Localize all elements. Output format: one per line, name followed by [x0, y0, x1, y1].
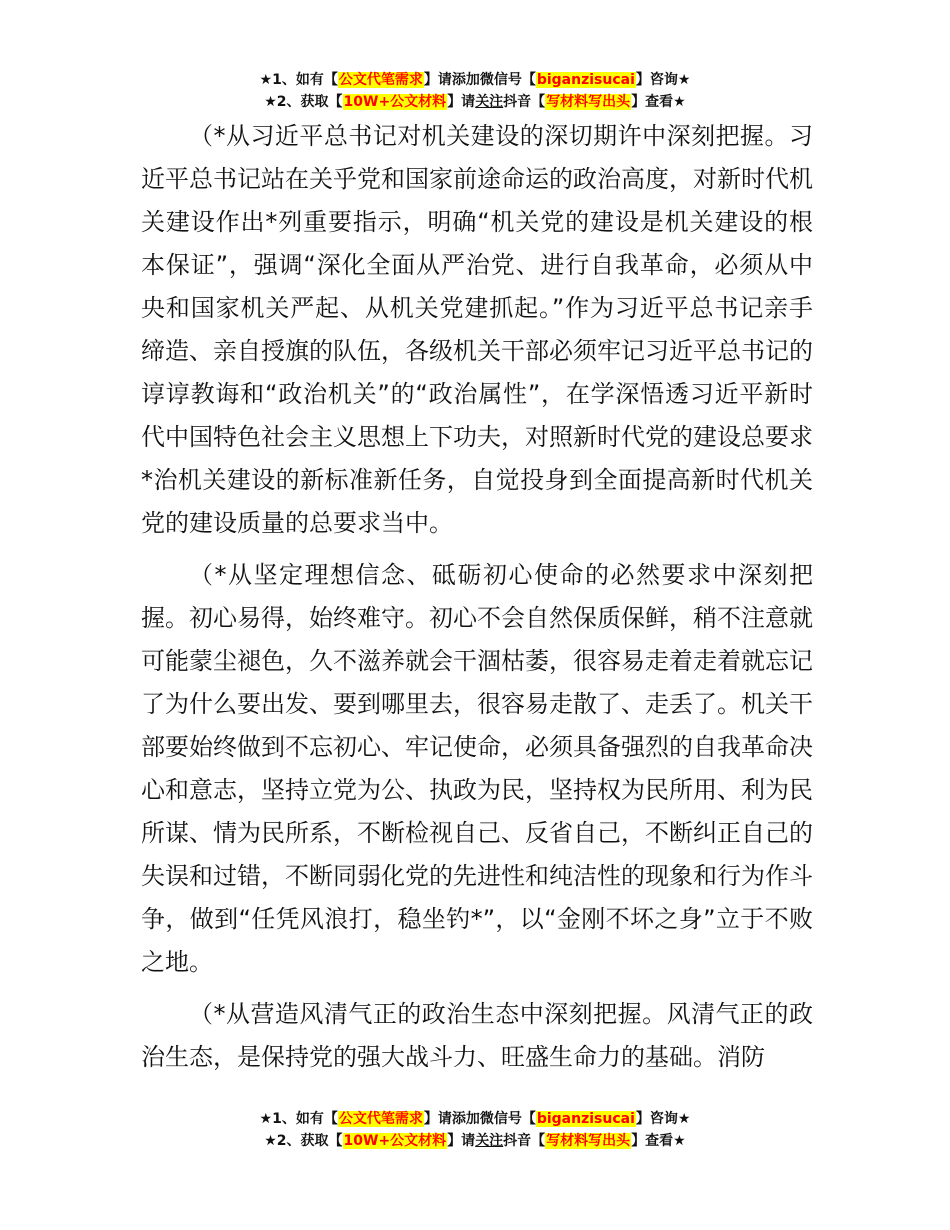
follow-underlined: 关注: [475, 94, 504, 110]
materials-highlight: 10W+公文材料: [343, 1133, 447, 1149]
materials-highlight: 10W+公文材料: [343, 94, 447, 110]
follow-underlined: 关注: [475, 1133, 504, 1149]
service-highlight: 公文代笔需求: [338, 1111, 423, 1127]
wechat-id-highlight: biganzisucai: [536, 1111, 635, 1127]
banner-line-2: ★2、获取【10W+公文材料】请关注抖音【写材料写出头】查看★: [264, 1133, 686, 1149]
account-highlight: 写材料写出头: [546, 94, 631, 110]
paragraph-3: （*从营造风清气正的政治生态中深刻把握。风清气正的政治生态，是保持党的强大战斗力、旺盛生命力的基础。消防: [141, 1000, 813, 1071]
document-body: [141, 115, 813, 1079]
banner-line-1: ★1、如有【公文代笔需求】请添加微信号【biganzisucai】咨询★: [259, 72, 691, 88]
account-highlight: 写材料写出头: [546, 1133, 631, 1149]
service-highlight: 公文代笔需求: [338, 72, 423, 88]
wechat-id-highlight: biganzisucai: [536, 72, 635, 88]
footer-banner: [0, 1108, 950, 1152]
paragraph-1: （*从习近平总书记对机关建设的深切期许中深刻把握。习近平总书记站在关乎党和国家前途命运的政治高度，对新时代机关建设作出*列重要指示，明确“机关党的建设是机关建设的根本保证”，强调“深化全面从严治党、进行自我革命，必须从中央和国家机关严起、从机关党建抓起。”作为习近平总书记亲手缔造、亲自授旗的队伍，各级机关干部必须牢记习近平总书记的谆谆教诲和“政治机关”的“政治属性”，在学深悟透习近平新时代中国特色社会主义思想上下功夫，对照新时代党的建设总要求*治机关建设的新标准新任务，自觉投身到全面提高新时代机关党的建设质量的总要求当中。: [141, 122, 813, 537]
banner-line-1: ★1、如有【公文代笔需求】请添加微信号【biganzisucai】咨询★: [259, 1111, 691, 1127]
banner-line-2: ★2、获取【10W+公文材料】请关注抖音【写材料写出头】查看★: [264, 94, 686, 110]
header-banner: [0, 69, 950, 113]
paragraph-2: （*从坚定理想信念、砥砺初心使命的必然要求中深刻把握。初心易得，始终难守。初心不会自然保质保鲜，稍不注意就可能蒙尘褪色，久不滋养就会干涸枯萎，很容易走着走着就忘记了为什么要出发、要到哪里去，很容易走散了、走丢了。机关干部要始终做到不忘初心、牢记使命，必须具备强烈的自我革命决心和意志，坚持立党为公、执政为民，坚持权为民所用、利为民所谋、情为民所系，不断检视自己、反省自己，不断纠正自己的失误和过错，不断同弱化党的先进性和纯洁性的现象和行为作斗争，做到“任凭风浪打，稳坐钓*”，以“金刚不坏之身”立于不败之地。: [141, 561, 813, 976]
